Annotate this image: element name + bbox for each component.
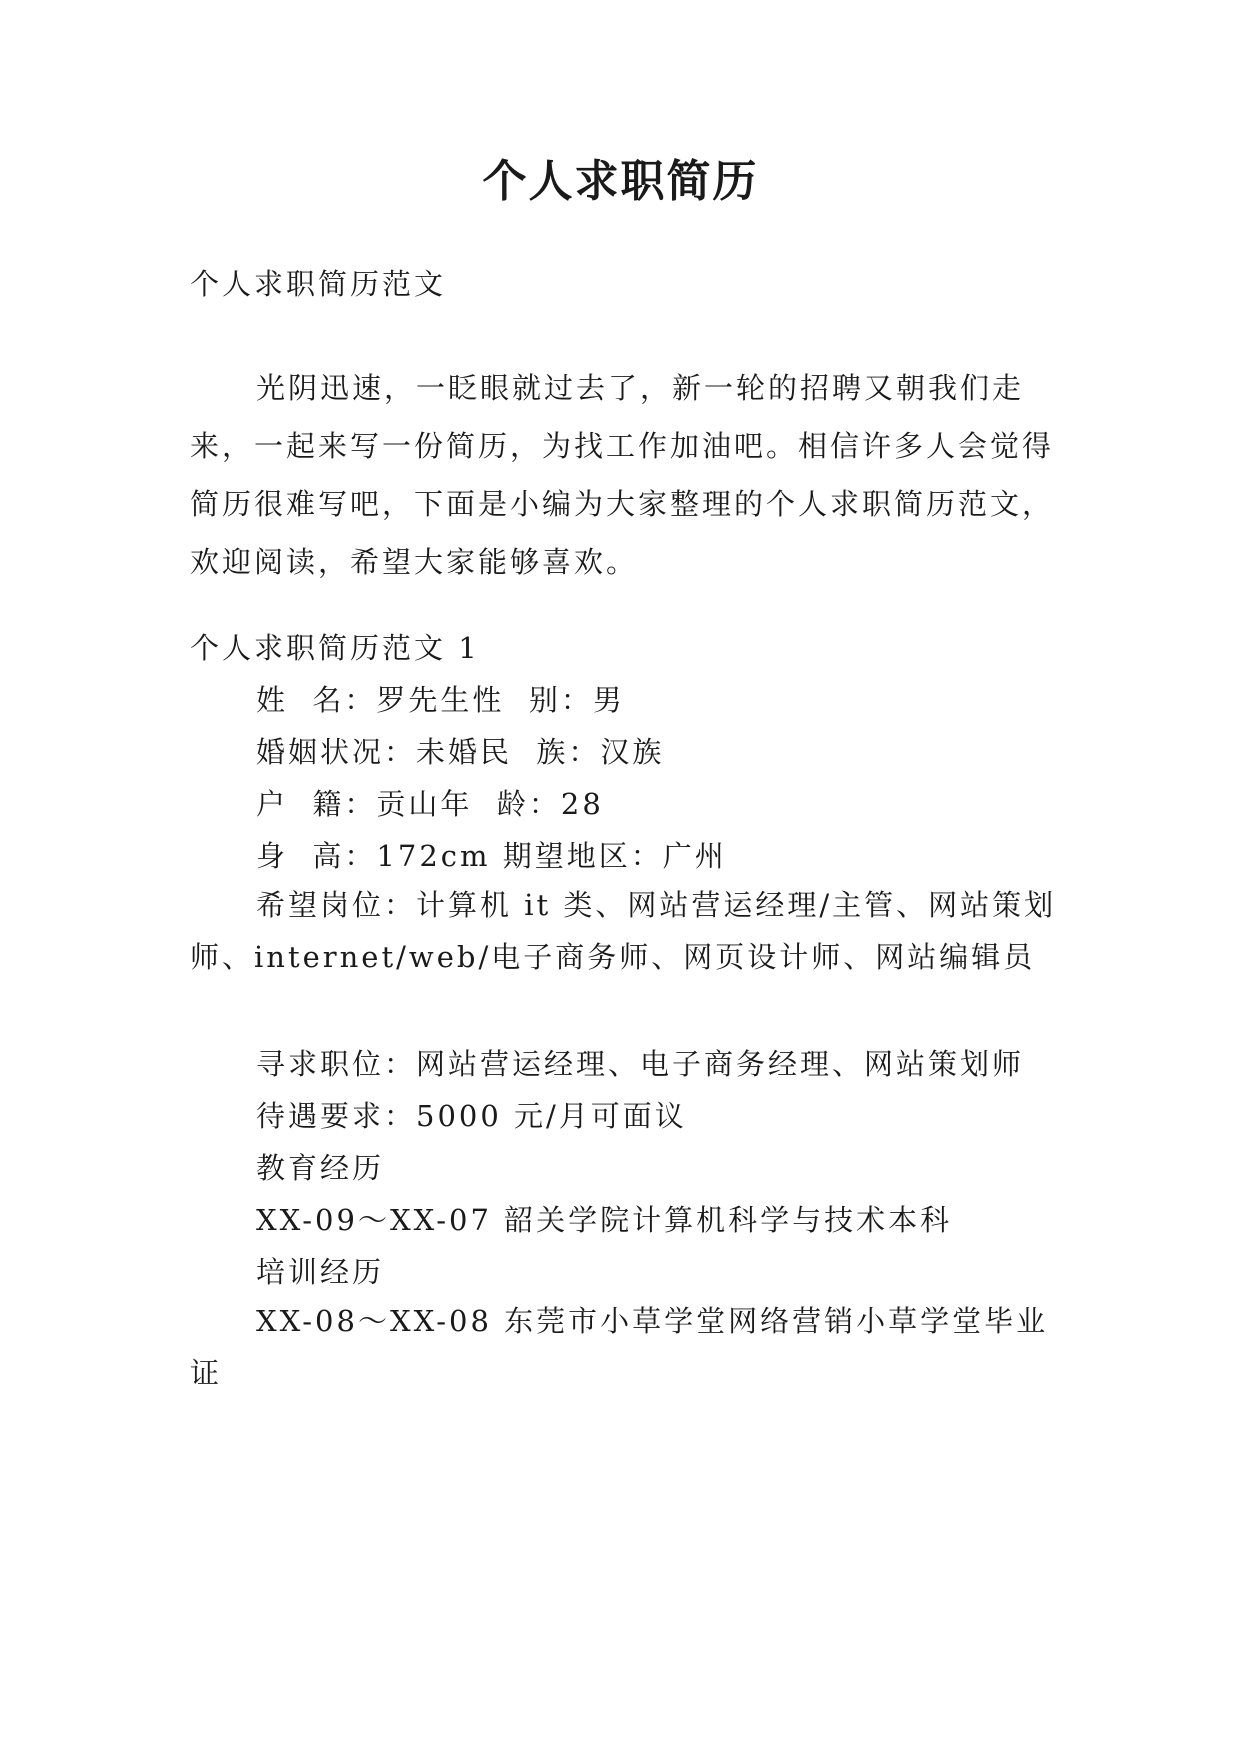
intro-paragraph: 光阴迅速，一眨眼就过去了，新一轮的招聘又朝我们走来，一起来写一份简历，为找工作加油吧。相信许多人会觉得简历很难写吧，下面是小编为大家整理的个人求职简历范文，欢迎阅读，希望大家能够喜欢。 xyxy=(190,371,1055,579)
training-heading: 培训经历 xyxy=(256,1255,385,1289)
field-name-gender: 姓 名：罗先生性 别：男 xyxy=(256,683,625,717)
field-seeking-positions: 寻求职位：网站营运经理、电子商务经理、网站策划师 xyxy=(256,1047,1025,1081)
education-heading: 教育经历 xyxy=(256,1151,385,1185)
education-item: XX-09～XX-07 韶关学院计算机科学与技术本科 xyxy=(256,1203,953,1237)
field-marital-ethnic: 婚姻状况：未婚民 族：汉族 xyxy=(256,735,665,769)
field-hukou-age: 户 籍：贡山年 龄：28 xyxy=(256,787,604,821)
field-desired-positions: 希望岗位：计算机 it 类、网站营运经理/主管、网站策划师、internet/web/电子商务师、网页设计师、网站编辑员 xyxy=(190,888,1057,974)
field-salary: 待遇要求：5000 元/月可面议 xyxy=(256,1099,687,1133)
field-height-region: 身 高：172cm 期望地区：广州 xyxy=(256,839,727,873)
training-item: XX-08～XX-08 东莞市小草学堂网络营销小草学堂毕业证 xyxy=(190,1304,1049,1390)
sample-heading: 个人求职简历范文 1 xyxy=(190,631,480,665)
document-title: 个人求职简历 xyxy=(482,156,759,207)
document-subtitle: 个人求职简历范文 xyxy=(190,267,447,301)
